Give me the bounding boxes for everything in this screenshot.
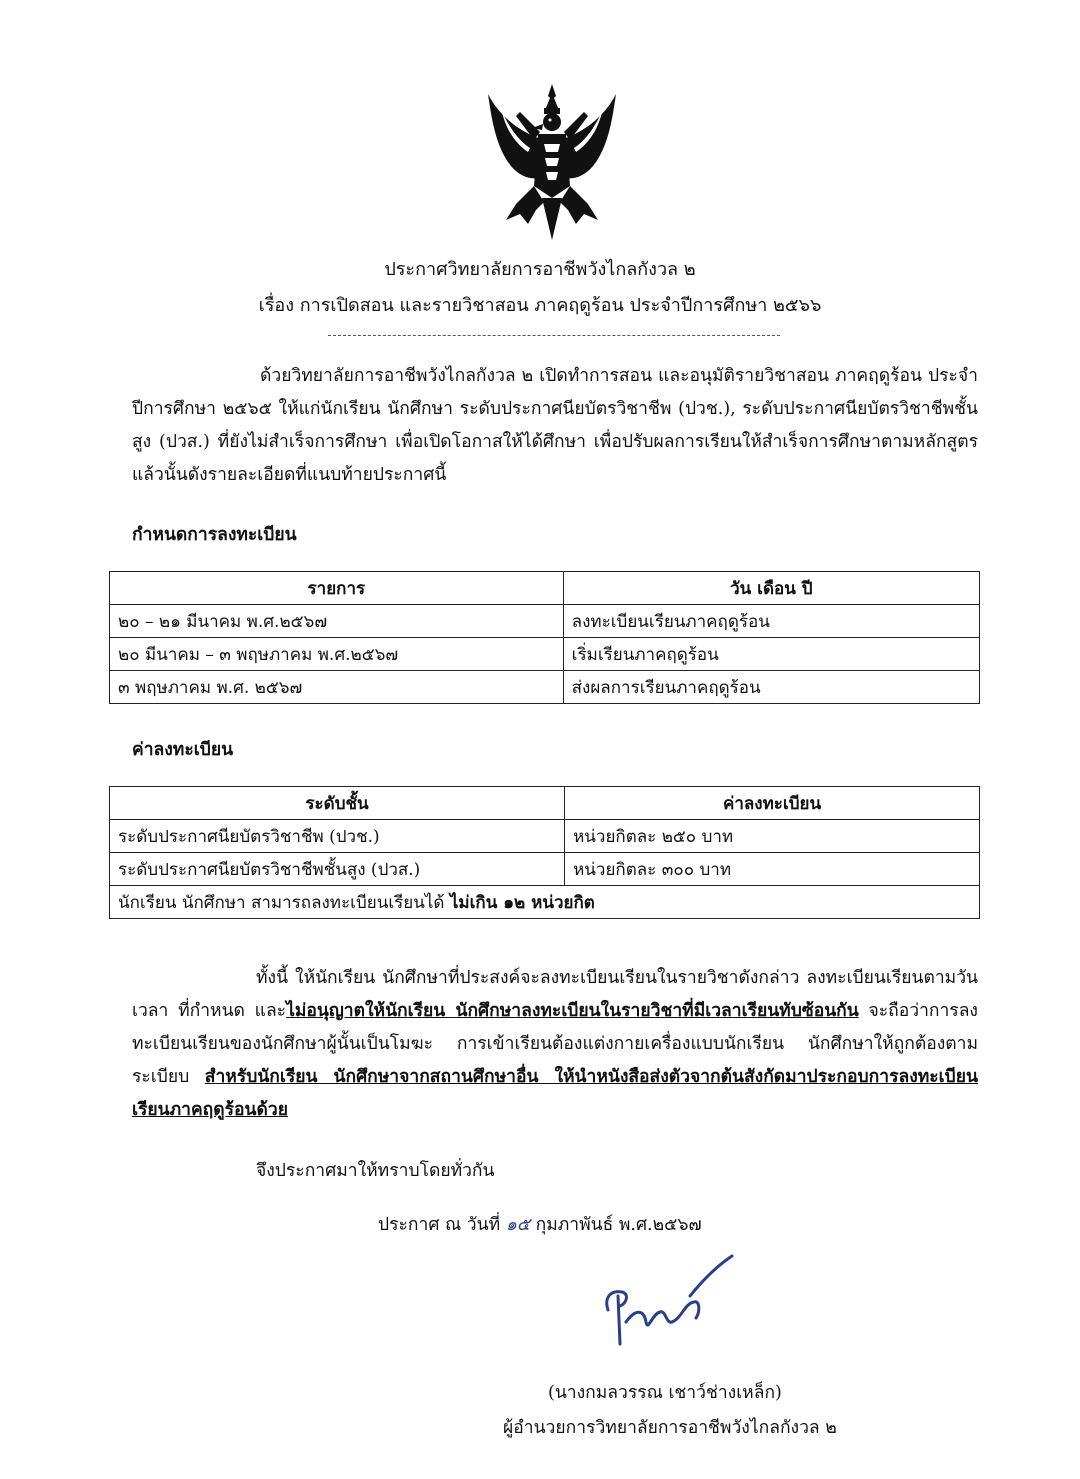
- signer-position: ผู้อำนวยการวิทยาลัยการอาชีพวังไกลกังวล ๒: [503, 1418, 837, 1438]
- credit-limit-note: [110, 886, 980, 919]
- table-row: [110, 886, 980, 919]
- table-header-row: [110, 787, 980, 820]
- schedule-heading: กำหนดการลงทะเบียน: [132, 525, 297, 545]
- fee-level: ระดับประกาศนียบัตรวิชาชีพ (ปวช.): [110, 820, 565, 853]
- conditions-paragraph: [132, 962, 978, 1127]
- announcement-subject: เรื่อง การเปิดสอน และรายวิชาสอน ภาคฤดูร้อน ประจำปีการศึกษา ๒๕๖๖: [258, 295, 822, 316]
- garuda-emblem-icon: [482, 82, 622, 242]
- fees-heading: ค่าลงทะเบียน: [132, 740, 234, 760]
- table-row: [110, 671, 980, 704]
- handwritten-signature-icon: [596, 1252, 736, 1352]
- no-overlap-rule: ไม่อนุญาตให้นักเรียน นักศึกษาลงทะเบียนในรายวิชาที่มีเวลาเรียนทับซ้อนกัน: [286, 1001, 859, 1021]
- column-header: วัน เดือน ปี: [563, 572, 979, 605]
- announcement-date: [378, 1210, 702, 1238]
- date-day: ๑๕: [505, 1215, 531, 1235]
- table-row: [110, 853, 980, 886]
- schedule-item: ลงทะเบียนเรียนภาคฤดูร้อน: [563, 605, 979, 638]
- credit-limit-value: ไม่เกิน ๑๒ หน่วยกิต: [449, 892, 595, 913]
- transfer-letter-rule: สำหรับนักเรียน นักศึกษาจากสถานศึกษาอื่น ให้นำหนังสือส่งตัวจากต้นสังกัดมาประกอบการลงทะเบียนเรียนภาคฤดูร้อนด้วย: [132, 1067, 978, 1120]
- schedule-item: เริ่มเรียนภาคฤดูร้อน: [563, 638, 979, 671]
- signer-name: (นางกมลวรรณ เชาว์ช่างเหล็ก): [548, 1383, 782, 1403]
- fee-amount: หน่วยกิตละ ๓๐๐ บาท: [565, 853, 980, 886]
- schedule-table: [109, 571, 980, 704]
- date-prefix: ประกาศ ณ วันที่: [378, 1215, 506, 1235]
- intro-paragraph: ด้วยวิทยาลัยการอาชีพวังไกลกังวล ๒ เปิดทำการสอน และอนุมัติรายวิชาสอน ภาคฤดูร้อน ประจำปีการศึกษา ๒๕๖๕ ให้แก่นักเรียน นักศึกษา ระดับประกาศนียบัตรวิชาชีพ (ปวช.), ระดับประกาศนียบัตรวิชาชีพชั้นสูง (ปวส.) ที่ยังไม่สำเร็จการศึกษา เพื่อเปิดโอกาสให้ได้ศึกษา เพื่อปรับผลการเรียนให้สำเร็จการศึกษาตามหลักสูตร แล้วนั้นดังรายละเอียดที่แนบท้ายประกาศนี้: [132, 366, 978, 485]
- dashed-divider: [328, 335, 780, 336]
- fees-table: [109, 786, 980, 919]
- announcement-title: ประกาศวิทยาลัยการอาชีพวังไกลกังวล ๒: [384, 259, 696, 280]
- schedule-date: ๓ พฤษภาคม พ.ศ. ๒๕๖๗: [110, 671, 564, 704]
- closing-line: จึงประกาศมาให้ทราบโดยทั่วกัน: [256, 1161, 495, 1181]
- column-header: ค่าลงทะเบียน: [565, 787, 980, 820]
- schedule-date: ๒๐ มีนาคม – ๓ พฤษภาคม พ.ศ.๒๕๖๗: [110, 638, 564, 671]
- conditions-text-2: จะถือว่าการลงทะเบียนเรียนของนักศึกษาผู้นั้นเป็นโมฆะ การเข้าเรียนต้องแต่งกายเครื่องแบบนักเรียน นักศึกษาให้ถูกต้องตามระเบียบ: [132, 1001, 978, 1087]
- table-header-row: [110, 572, 980, 605]
- column-header: ระดับชั้น: [110, 787, 565, 820]
- table-row: [110, 605, 980, 638]
- conditions-text-1: ทั้งนี้ ให้นักเรียน นักศึกษาที่ประสงค์จะลงทะเบียนเรียนในรายวิชาดังกล่าว ลงทะเบียนเรียนตามวัน เวลา ที่กำหนด และ: [132, 968, 978, 1021]
- credit-limit-prefix: นักเรียน นักศึกษา สามารถลงทะเบียนเรียนได้: [118, 892, 450, 913]
- column-header: รายการ: [110, 572, 564, 605]
- schedule-item: ส่งผลการเรียนภาคฤดูร้อน: [563, 671, 979, 704]
- schedule-date: ๒๐ – ๒๑ มีนาคม พ.ศ.๒๕๖๗: [110, 605, 564, 638]
- fee-amount: หน่วยกิตละ ๒๕๐ บาท: [565, 820, 980, 853]
- fee-level: ระดับประกาศนียบัตรวิชาชีพชั้นสูง (ปวส.): [110, 853, 565, 886]
- table-row: [110, 638, 980, 671]
- table-row: [110, 820, 980, 853]
- date-suffix: กุมภาพันธ์ พ.ศ.๒๕๖๗: [530, 1215, 702, 1235]
